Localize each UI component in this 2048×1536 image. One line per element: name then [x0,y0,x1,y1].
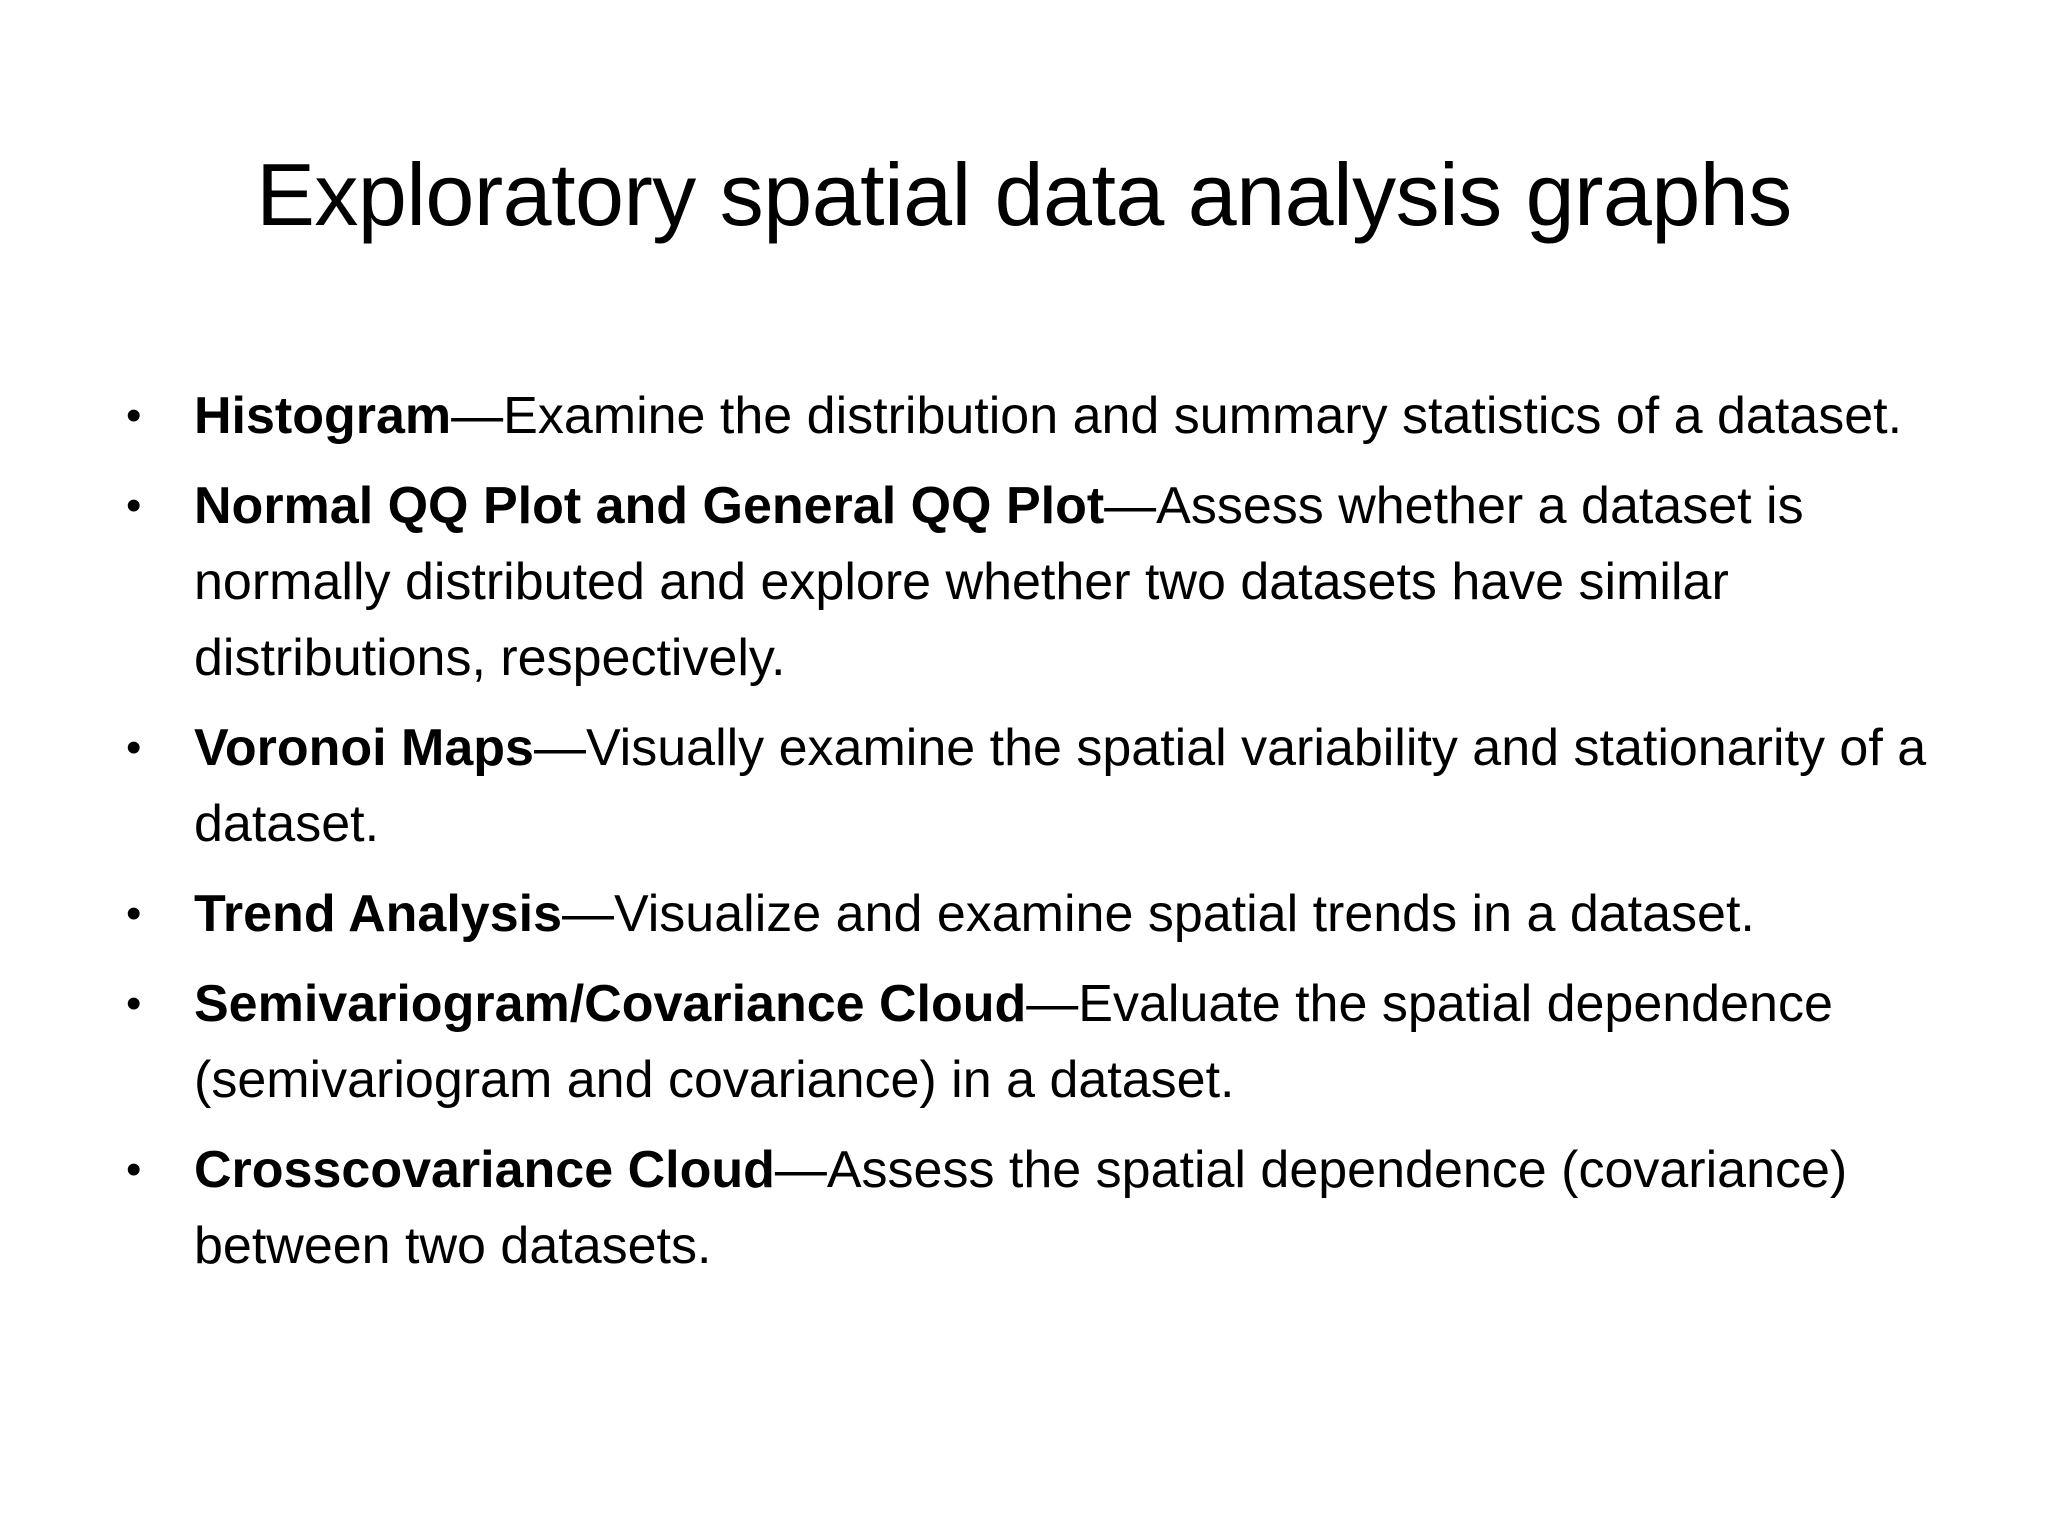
bullet-item-semivariogram [118,966,1948,1118]
bullet-item-crosscovariance [118,1132,1948,1284]
bullet-term: Trend Analysis [194,885,562,943]
bullet-description: —Examine the distribution and summary statistics of a dataset. [451,387,1903,445]
slide-title: Exploratory spatial data analysis graphs [256,145,1792,244]
bullet-item-histogram [118,378,1948,454]
bullet-term: Crosscovariance Cloud [194,1141,775,1199]
bullet-item-trend-analysis [118,876,1948,952]
bullet-dot-icon: • [126,889,142,938]
bullet-description: —Visualize and examine spatial trends in a dataset. [562,885,1755,943]
bullet-dot-icon: • [126,979,142,1028]
bullet-dot-icon: • [126,481,142,530]
bullet-description: —Visually examine the spatial variability and stationarity of a dataset. [194,719,1927,853]
bullet-list [118,378,1948,1298]
bullet-dot-icon: • [126,1145,142,1194]
bullet-description: —Assess the spatial dependence (covariance) between two datasets. [194,1141,1848,1275]
bullet-description: —Evaluate the spatial dependence (semivariogram and covariance) in a dataset. [194,975,1833,1109]
bullet-term: Histogram [194,387,452,445]
bullet-term: Normal QQ Plot and General QQ Plot [194,477,1105,535]
bullet-term: Semivariogram/Covariance Cloud [194,975,1027,1033]
bullet-item-voronoi-maps [118,710,1948,862]
bullet-description: —Assess whether a dataset is normally distributed and explore whether two datasets have similar distributions, respectively. [194,477,1804,687]
bullet-term: Voronoi Maps [194,719,534,777]
bullet-dot-icon: • [126,723,142,772]
bullet-item-qq-plot [118,468,1948,696]
bullet-dot-icon: • [126,391,142,440]
